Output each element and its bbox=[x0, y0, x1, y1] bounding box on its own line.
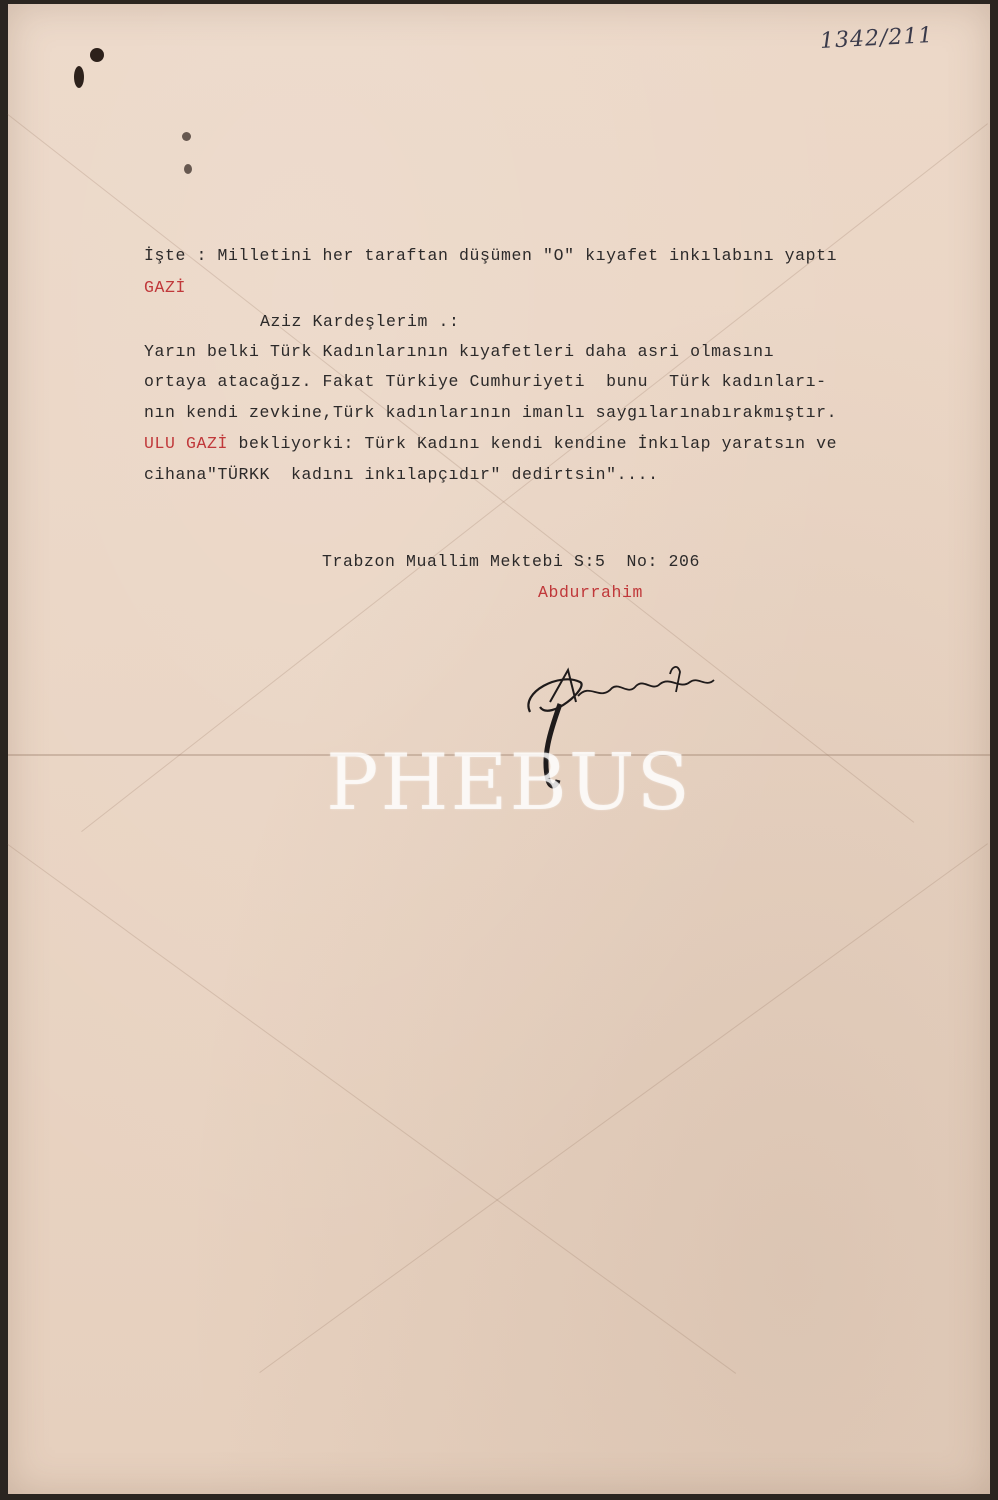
letter-line-7-text: bekliyorki: Türk Kadını kendi kendine İnkılap yaratsın ve bbox=[228, 434, 838, 453]
letter-salutation: Aziz Kardeşlerim .: bbox=[260, 312, 460, 331]
archive-number: 1342/211 bbox=[819, 23, 934, 54]
ink-stain bbox=[182, 132, 191, 141]
letter-line-5: ortaya atacağız. Fakat Türkiye Cumhuriyeti bunu Türk kadınları- bbox=[144, 372, 827, 391]
letter-line-6: nın kendi zevkine,Türk kadınlarının imanlı saygılarınabırakmıştır. bbox=[144, 403, 838, 422]
crease-line bbox=[259, 843, 988, 1373]
ink-stain bbox=[90, 48, 104, 62]
letter-line-1: İşte : Milletini her taraftan düşümen "O" kıyafet inkılabını yaptı bbox=[144, 246, 838, 265]
document-sheet bbox=[8, 4, 990, 1494]
letter-line-8: cihana"TÜRKK kadını inkılapçıdır" dedirtsin".... bbox=[144, 465, 659, 484]
ulu-gazi-text: ULU GAZİ bbox=[144, 434, 229, 453]
letter-line-gazi: GAZİ bbox=[144, 278, 187, 297]
ink-stain bbox=[74, 66, 84, 88]
author-name: Abdurrahim bbox=[538, 583, 644, 602]
phebus-watermark: PHEBUS bbox=[326, 738, 692, 828]
ink-stain bbox=[184, 164, 192, 174]
letter-line-4: Yarın belki Türk Kadınlarının kıyafetleri daha asri olmasını bbox=[144, 342, 775, 361]
school-line: Trabzon Muallim Mektebi S:5 No: 206 bbox=[322, 552, 701, 571]
letter-line-7 bbox=[144, 436, 837, 453]
crease-line bbox=[7, 844, 736, 1374]
